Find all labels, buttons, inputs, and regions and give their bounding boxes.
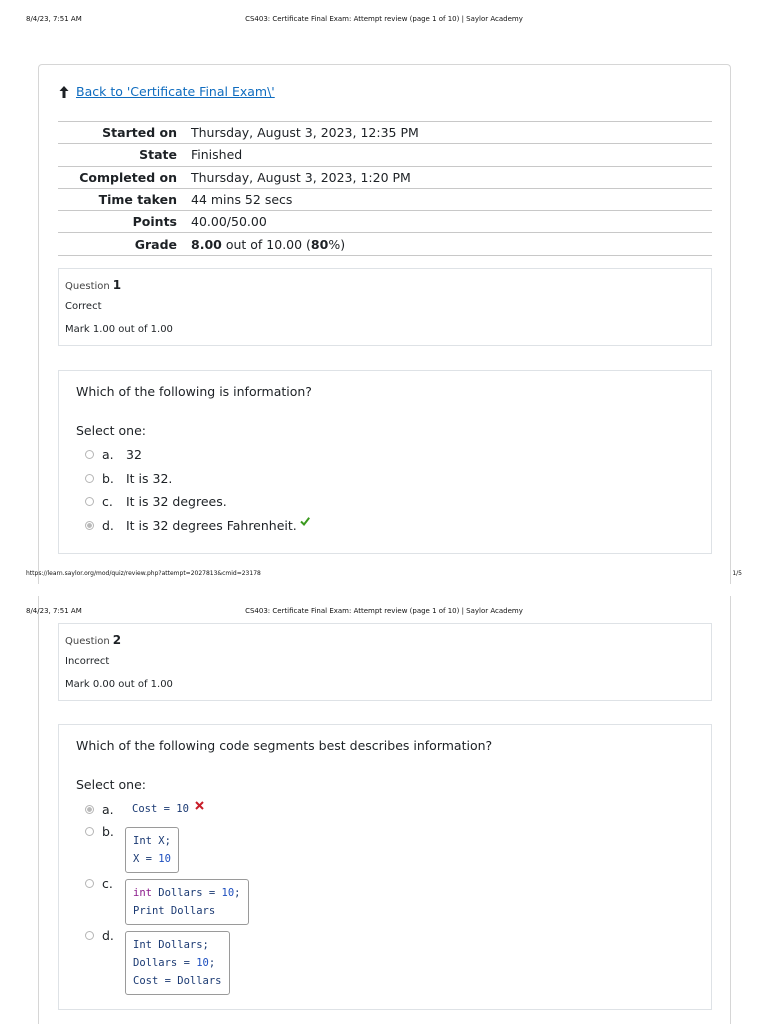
attempt-summary-table [58,121,712,256]
question-1-info [58,268,712,346]
option-letter: a. [102,801,114,817]
q2-option-c-code [125,879,249,925]
cross-icon [195,801,204,810]
grade-out-of: out of 10.00 ( [221,236,311,252]
print-date: 8/4/23, 7:51 AM [26,607,82,615]
radio-button-selected[interactable] [85,805,94,814]
code-line: X = 10 [133,853,171,865]
option-letter: b. [102,823,114,839]
started-on-label: Started on [102,125,177,141]
question-2-state: Incorrect [65,656,110,667]
print-title: CS403: Certificate Final Exam: Attempt review (page 1 of 10) | Saylor Academy [245,607,523,615]
option-letter: c. [102,493,113,509]
question-2-info [58,623,712,701]
question-2-number [65,633,121,647]
question-number: 2 [112,633,122,647]
back-link-text[interactable]: Back to 'Certificate Final Exam\' [76,84,275,99]
question-1-content [58,370,712,554]
q2-option-b-code [125,827,179,873]
option-letter: a. [102,446,114,462]
question-2-text: Which of the following code segments best describes information? [76,738,493,753]
summary-row-points [58,211,712,233]
print-date: 8/4/23, 7:51 AM [26,15,82,23]
q2-option-b[interactable] [85,822,126,840]
time-taken-label: Time taken [98,192,177,208]
question-label: Question [65,636,110,647]
option-letter: d. [102,517,114,533]
completed-on-label: Completed on [79,169,177,185]
grade-percent: 80 [310,236,329,252]
code-line: Print Dollars [133,905,216,917]
option-text: It is 32 degrees Fahrenheit. [126,517,297,533]
print-page-number: 1/5 [732,570,742,577]
option-code: Cost = 10 [132,803,189,815]
q1-option-a[interactable] [85,445,142,463]
summary-row-completed [58,166,712,188]
grade-label: Grade [134,236,177,252]
option-text: It is 32. [126,470,173,486]
code-line: Dollars = 10; [133,957,216,969]
state-label: State [139,147,177,163]
select-one-label: Select one: [76,423,147,438]
arrow-up-icon [58,85,70,99]
print-title: CS403: Certificate Final Exam: Attempt review (page 1 of 10) | Saylor Academy [245,15,523,23]
question-2-mark: Mark 0.00 out of 1.00 [65,679,173,690]
grade-end: %) [328,236,346,252]
select-one-label: Select one: [76,777,147,792]
q2-option-d[interactable] [85,926,126,944]
code-line: Cost = Dollars [133,975,222,987]
question-1-number [65,278,121,292]
completed-on-value: Thursday, August 3, 2023, 1:20 PM [191,169,411,185]
question-label: Question [65,281,110,292]
question-2-content [58,724,712,1010]
q2-option-d-code [125,931,230,995]
q2-option-a[interactable] [85,800,204,818]
option-text: It is 32 degrees. [126,493,227,509]
back-to-exam-link[interactable] [58,84,275,99]
points-label: Points [132,214,177,230]
code-line: int Dollars = 10; [133,887,241,899]
radio-button[interactable] [85,879,94,888]
radio-button-selected[interactable] [85,521,94,530]
question-1-mark: Mark 1.00 out of 1.00 [65,324,173,335]
radio-button[interactable] [85,450,94,459]
question-1-text: Which of the following is information? [76,384,312,399]
print-page-2 [0,596,768,1024]
state-value: Finished [191,147,243,163]
check-icon [300,516,310,526]
grade-score: 8.00 [191,236,222,252]
option-letter: b. [102,470,114,486]
summary-row-started [58,122,712,144]
question-number: 1 [112,278,122,292]
radio-button[interactable] [85,931,94,940]
points-value: 40.00/50.00 [191,214,267,230]
print-header [0,15,768,29]
started-on-value: Thursday, August 3, 2023, 12:35 PM [191,125,419,141]
code-line: Int Dollars; [133,939,209,951]
question-1-state: Correct [65,301,102,312]
radio-button[interactable] [85,497,94,506]
time-taken-value: 44 mins 52 secs [191,192,293,208]
option-letter: d. [102,927,114,943]
summary-row-state [58,144,712,166]
q1-option-d[interactable] [85,516,310,534]
summary-row-grade [58,233,712,255]
option-letter: c. [102,875,113,891]
summary-row-time [58,188,712,210]
code-line: Int X; [133,835,171,847]
print-url: https://learn.saylor.org/mod/quiz/review.php?attempt=2027813&cmid=23178 [26,570,261,577]
radio-button[interactable] [85,474,94,483]
option-text: 32 [126,446,142,462]
q1-option-c[interactable] [85,492,227,510]
radio-button[interactable] [85,827,94,836]
print-header [0,607,768,621]
q2-option-c[interactable] [85,874,126,892]
q1-option-b[interactable] [85,469,172,487]
grade-value [185,233,712,255]
